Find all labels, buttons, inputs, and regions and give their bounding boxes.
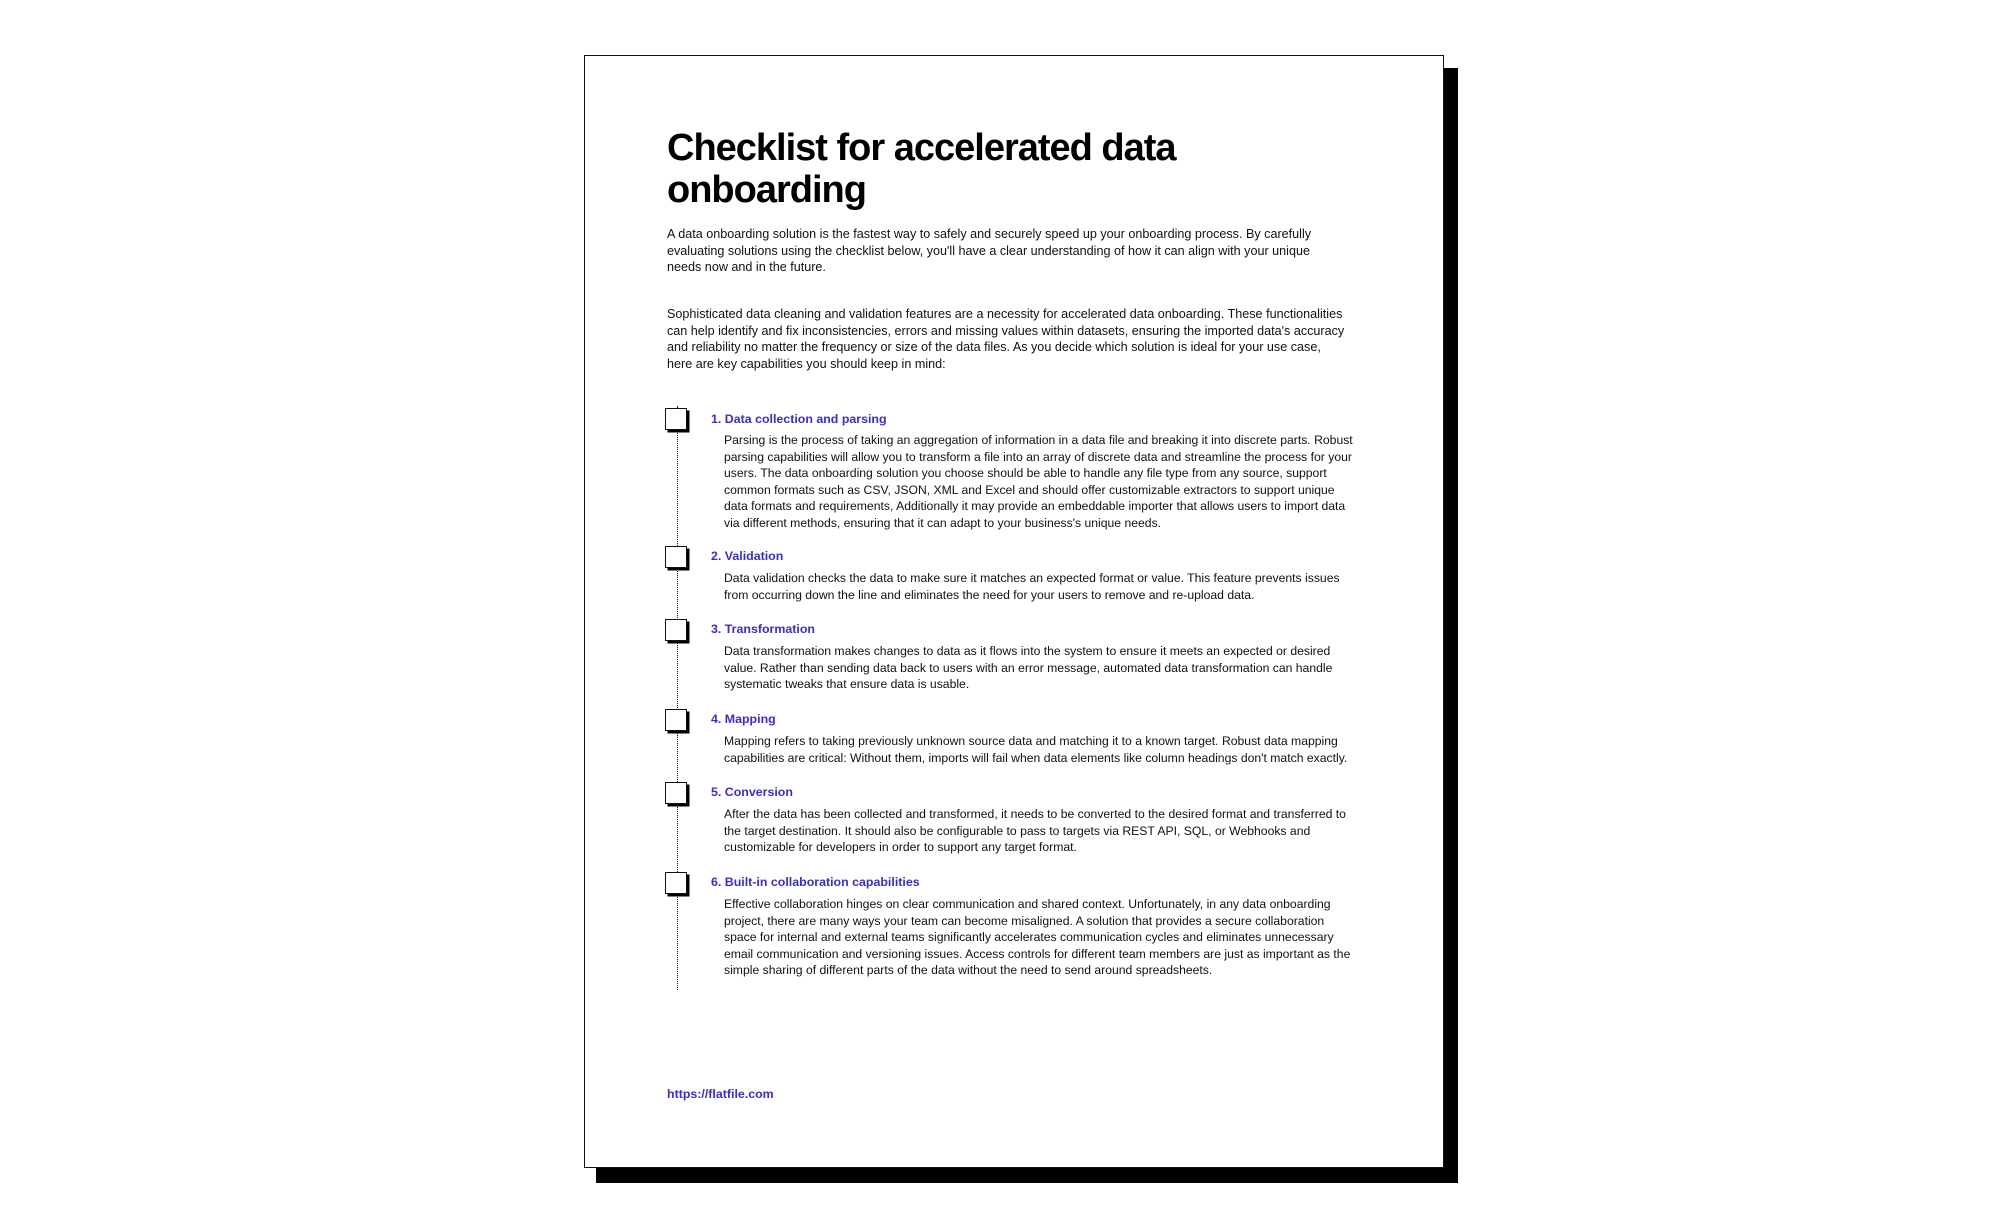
checklist-item-heading: 3. Transformation xyxy=(711,622,815,636)
checklist-item-heading: 2. Validation xyxy=(711,549,784,563)
checklist-item-body: Mapping refers to taking previously unknown source data and matching it to a known target. Robust data mapping capabilities are critical: Without them, imports will fail when data elements like column headings don't match exactly. xyxy=(724,734,1348,765)
checkbox-icon[interactable] xyxy=(665,709,687,731)
checklist-item-body: Data validation checks the data to make sure it matches an expected format or value. This feature prevents issues from occurring down the line and eliminates the need for your users to remove and re-upload data. xyxy=(724,571,1340,602)
checklist-item-body: Data transformation makes changes to data as it flows into the system to ensure it meets an expected or desired value. Rather than sending data back to users with an error message, automated data transformation can handle systematic tweaks that ensure data is usable. xyxy=(724,644,1333,691)
checklist-item-heading: 4. Mapping xyxy=(711,712,776,726)
checkbox-icon[interactable] xyxy=(665,872,687,894)
checklist-dotted-timeline xyxy=(677,406,678,990)
checkbox-icon[interactable] xyxy=(665,619,687,641)
checklist-item-heading: 6. Built-in collaboration capabilities xyxy=(711,875,920,889)
intro-paragraph: A data onboarding solution is the fastest way to safely and securely speed up your onboarding process. By carefully evaluating solutions using the checklist below, you'll have a clear understanding of how it can align with your unique needs now and in the future. xyxy=(667,227,1312,274)
checklist-item-heading: 5. Conversion xyxy=(711,785,793,799)
page-title: Checklist for accelerated data onboarding xyxy=(667,127,1176,211)
checkbox-icon[interactable] xyxy=(665,782,687,804)
checkbox-icon[interactable] xyxy=(665,408,687,430)
checklist-item-body: Parsing is the process of taking an aggregation of information in a data file and breaking it into discrete parts. Robust parsing capabilities will allow you to transform a file into an array of discrete data and streamline the process for your users. The data onboarding solution you choose should be able to handle any file type from any source, support common formats such as CSV, JSON, XML and Excel and should offer customizable extractors to support unique data formats and requirements, Additionally it may provide an embeddable importer that allows users to import data via different methods, ensuring that it can adapt to your business's unique needs. xyxy=(724,433,1353,530)
checklist-item-body: Effective collaboration hinges on clear communication and shared context. Unfortunately, in any data onboarding project, there are many ways your team can become misaligned. A solution that provides a secure collaboration space for internal and external teams significantly accelerates communication cycles and eliminates unnecessary email communication and versioning issues. Access controls for different team members are just as important as the simple sharing of different parts of the data without the need to send around spreadsheets. xyxy=(724,897,1351,977)
document-page xyxy=(584,55,1444,1168)
footer-website-link[interactable]: https://flatfile.com xyxy=(667,1087,774,1101)
checklist-item-heading: 1. Data collection and parsing xyxy=(711,412,887,426)
capabilities-intro-paragraph: Sophisticated data cleaning and validation features are a necessity for accelerated data onboarding. These functionalities can help identify and fix inconsistencies, errors and missing values within datasets, ensuring the imported data's accuracy and reliability no matter the frequency or size of the data files. As you decide which solution is ideal for your use case, here are key capabilities you should keep in mind: xyxy=(667,307,1345,371)
checklist-item-body: After the data has been collected and transformed, it needs to be converted to the desired format and transferred to the target destination. It should also be configurable to pass to targets via REST API, SQL, or Webhooks and customizable for developers in order to support any target format. xyxy=(724,807,1346,854)
checkbox-icon[interactable] xyxy=(665,546,687,568)
